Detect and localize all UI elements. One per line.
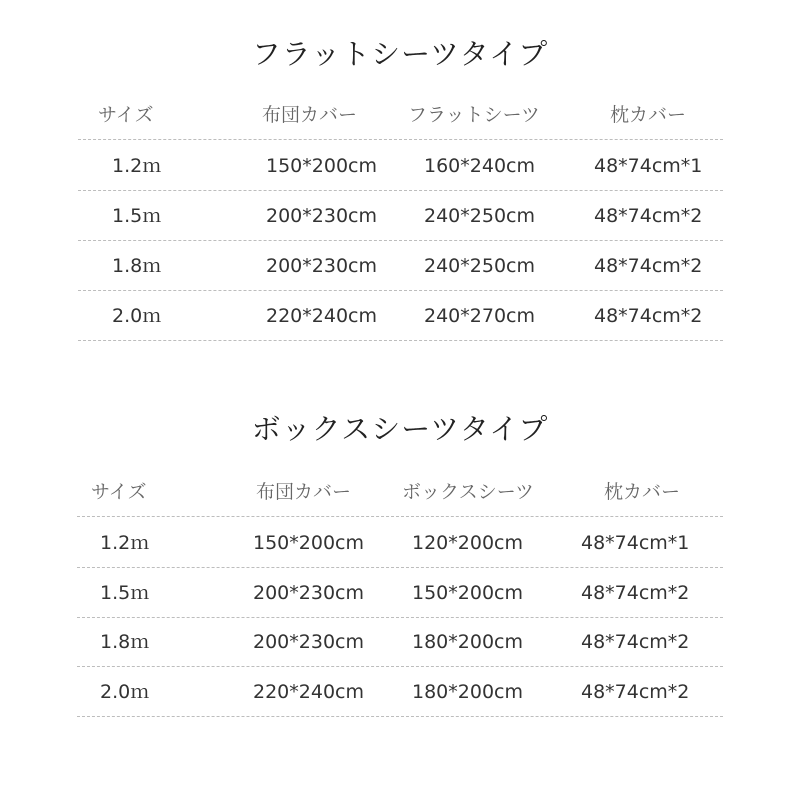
box-cell-box-sheet: 180*200cm bbox=[412, 681, 523, 703]
flat-table-row bbox=[78, 141, 723, 191]
flat-cell-duvet-cover: 150*200cm bbox=[266, 155, 377, 177]
flat-table-row bbox=[78, 241, 723, 291]
flat-cell-size: 1.2ｍ bbox=[112, 155, 162, 177]
flat-header-pillow-cover: 枕カバー bbox=[610, 104, 687, 126]
flat-cell-pillow-cover: 48*74cm*2 bbox=[594, 255, 703, 277]
box-header-row bbox=[77, 467, 723, 517]
flat-sheet-title: フラットシーツタイプ bbox=[251, 37, 549, 71]
flat-header-size: サイズ bbox=[98, 104, 154, 126]
box-cell-duvet-cover: 220*240cm bbox=[253, 681, 364, 703]
box-header-pillow-cover: 枕カバー bbox=[604, 481, 681, 503]
box-cell-size: 1.2ｍ bbox=[100, 532, 150, 554]
flat-table-row bbox=[78, 191, 723, 241]
box-cell-pillow-cover: 48*74cm*2 bbox=[581, 631, 690, 653]
flat-cell-flat-sheet: 240*250cm bbox=[424, 205, 535, 227]
flat-cell-pillow-cover: 48*74cm*2 bbox=[594, 305, 703, 327]
flat-cell-duvet-cover: 220*240cm bbox=[266, 305, 377, 327]
box-cell-box-sheet: 180*200cm bbox=[412, 631, 523, 653]
box-table-row bbox=[77, 667, 723, 717]
box-header-size: サイズ bbox=[91, 481, 147, 503]
flat-cell-size: 1.5ｍ bbox=[112, 205, 162, 227]
flat-header-flat-sheet: フラットシーツ bbox=[408, 104, 540, 126]
box-header-duvet-cover: 布団カバー bbox=[256, 481, 352, 503]
flat-table-row bbox=[78, 291, 723, 341]
flat-cell-flat-sheet: 160*240cm bbox=[424, 155, 535, 177]
flat-cell-pillow-cover: 48*74cm*2 bbox=[594, 205, 703, 227]
box-cell-box-sheet: 150*200cm bbox=[412, 582, 523, 604]
flat-header-row bbox=[78, 90, 723, 140]
box-cell-duvet-cover: 150*200cm bbox=[253, 532, 364, 554]
box-table-row bbox=[77, 617, 723, 667]
flat-cell-duvet-cover: 200*230cm bbox=[266, 255, 377, 277]
divider bbox=[78, 139, 723, 140]
box-cell-box-sheet: 120*200cm bbox=[412, 532, 523, 554]
flat-cell-flat-sheet: 240*250cm bbox=[424, 255, 535, 277]
flat-cell-flat-sheet: 240*270cm bbox=[424, 305, 535, 327]
flat-cell-size: 1.8ｍ bbox=[112, 255, 162, 277]
flat-cell-duvet-cover: 200*230cm bbox=[266, 205, 377, 227]
box-cell-pillow-cover: 48*74cm*1 bbox=[581, 532, 690, 554]
divider bbox=[77, 716, 723, 717]
flat-cell-pillow-cover: 48*74cm*1 bbox=[594, 155, 703, 177]
box-table-row bbox=[77, 568, 723, 618]
box-cell-pillow-cover: 48*74cm*2 bbox=[581, 681, 690, 703]
divider bbox=[78, 340, 723, 341]
box-header-box-sheet: ボックスシーツ bbox=[402, 481, 535, 503]
box-sheet-title: ボックスシーツタイプ bbox=[251, 412, 549, 446]
box-cell-pillow-cover: 48*74cm*2 bbox=[581, 582, 690, 604]
divider bbox=[77, 516, 723, 517]
box-cell-duvet-cover: 200*230cm bbox=[253, 582, 364, 604]
box-cell-duvet-cover: 200*230cm bbox=[253, 631, 364, 653]
box-cell-size: 1.5ｍ bbox=[100, 582, 150, 604]
flat-header-duvet-cover: 布団カバー bbox=[262, 104, 358, 126]
box-table-row bbox=[77, 518, 723, 568]
box-cell-size: 2.0ｍ bbox=[100, 681, 150, 703]
box-cell-size: 1.8ｍ bbox=[100, 631, 150, 653]
flat-cell-size: 2.0ｍ bbox=[112, 305, 162, 327]
